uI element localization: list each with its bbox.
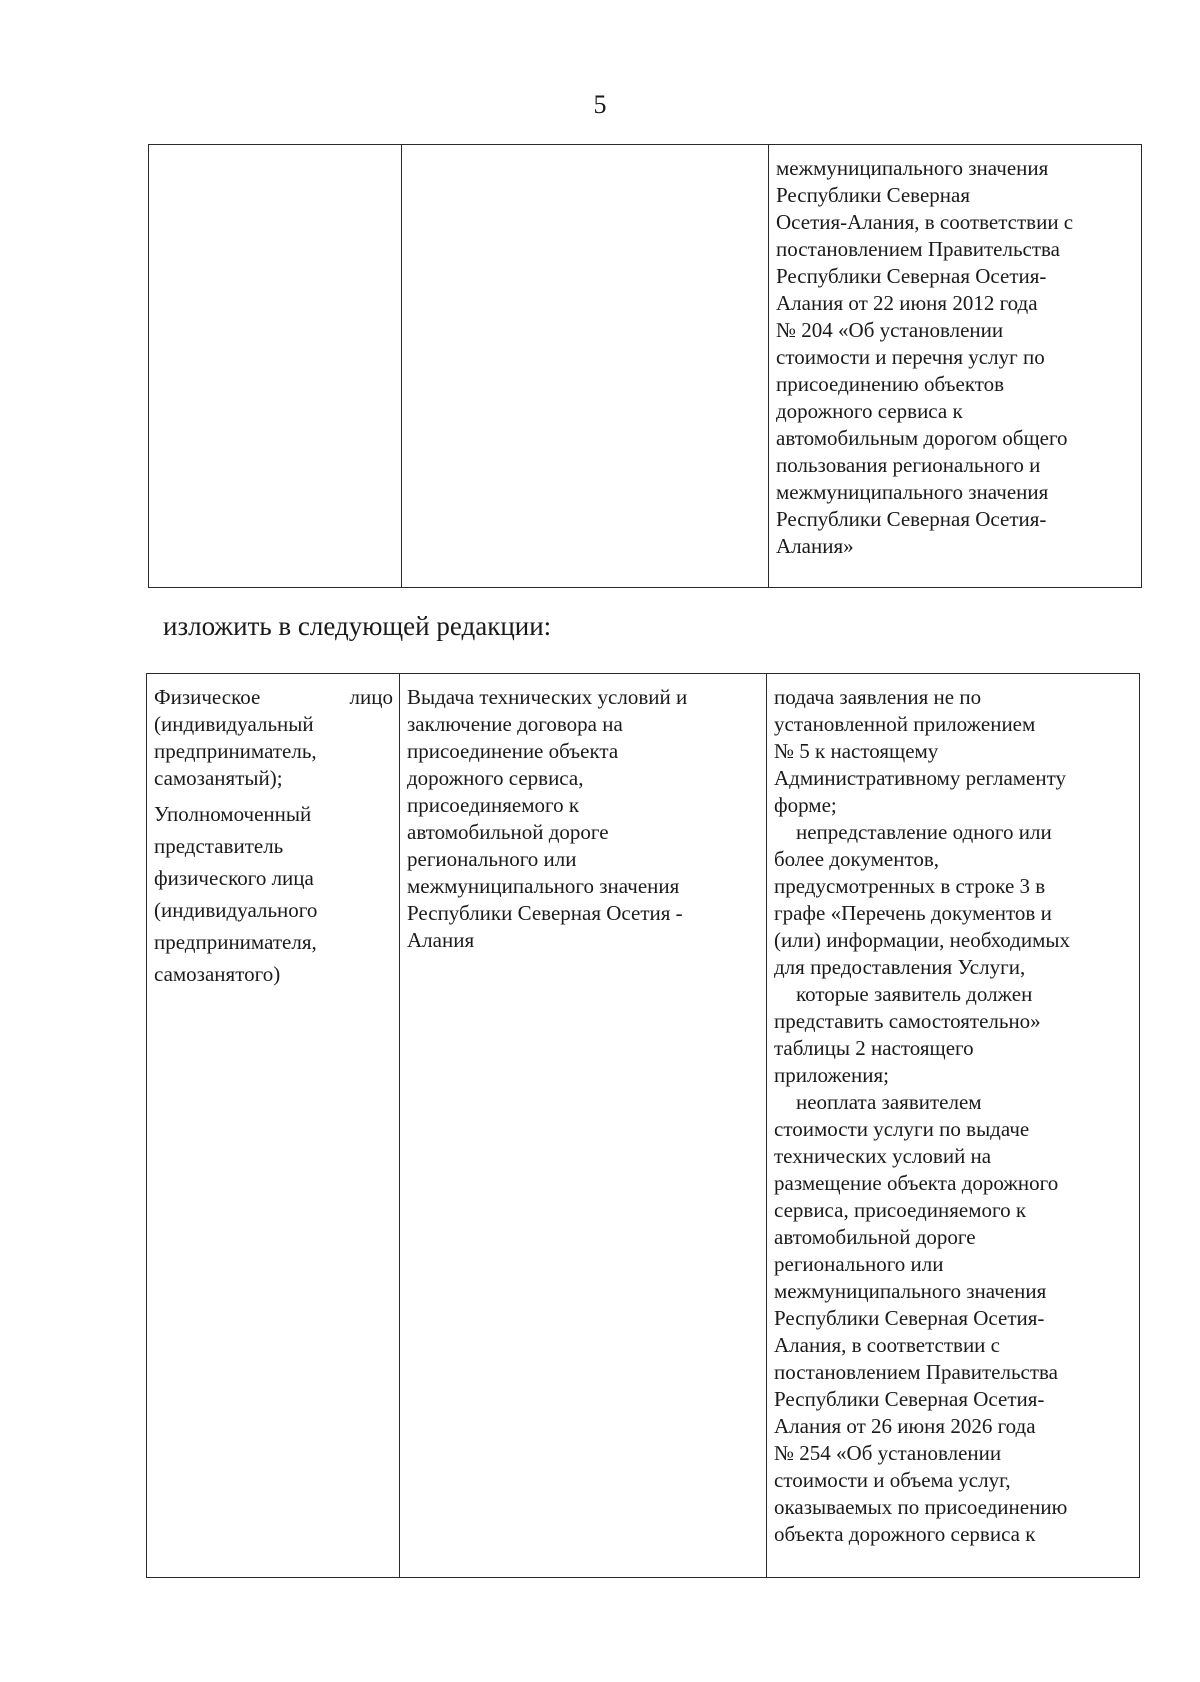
table-row <box>147 674 1140 1578</box>
word: Физическое <box>154 685 261 709</box>
text-line: форме; <box>774 793 837 817</box>
text-line: автомобильной дороге <box>407 820 609 844</box>
text-line: пользования регионального и <box>776 453 1041 477</box>
text-line: Алания, в соответствии с <box>774 1333 1000 1357</box>
text-line: которые заявитель должен <box>796 982 1033 1006</box>
text-line: стоимости услуги по выдаче <box>774 1117 1030 1141</box>
text-line: (индивидуального <box>154 898 318 922</box>
text-line: Осетия-Алания, в соответствии с <box>776 210 1074 234</box>
text-line: Алания от 22 июня 2012 года <box>776 291 1038 315</box>
text-line: межмуниципального значения <box>776 156 1049 180</box>
text-line: предусмотренных в строке 3 в <box>774 874 1046 898</box>
text-line: неоплата заявителем <box>796 1090 982 1114</box>
top-table-cell-1 <box>149 145 402 588</box>
top-table <box>148 144 1142 588</box>
text-line: непредставление одного или <box>796 820 1052 844</box>
text-line: (индивидуальный <box>154 712 314 736</box>
text-line: установленной приложением <box>774 712 1036 736</box>
text-line: графе «Перечень документов и <box>774 901 1052 925</box>
text-line: № 254 «Об установлении <box>774 1441 1002 1465</box>
text-line: межмуниципального значения <box>776 480 1049 504</box>
word: лицо <box>349 685 393 709</box>
text-line: стоимости и перечня услуг по <box>776 345 1045 369</box>
text-line: (или) информации, необходимых <box>774 928 1070 952</box>
text-line <box>154 684 393 711</box>
text-line: оказываемых по присоединению <box>774 1495 1068 1519</box>
text-line: сервиса, присоединяемого к <box>774 1198 1027 1222</box>
text-line: Республики Северная <box>776 183 971 207</box>
text-line: для предоставления Услуги, <box>774 955 1026 979</box>
text-line: присоединяемого к <box>407 793 580 817</box>
text-line: присоединению объектов <box>776 372 1005 396</box>
text-line: Уполномоченный <box>154 802 312 826</box>
text-line: предприниматель, <box>154 739 317 763</box>
page-number: 5 <box>593 90 607 119</box>
text-line: стоимости и объема услуг, <box>774 1468 1011 1492</box>
text-line: самозанятого) <box>154 962 281 986</box>
text-line: Алания» <box>776 534 854 558</box>
text-line: межмуниципального значения <box>407 874 680 898</box>
text-line: постановлением Правительства <box>774 1360 1059 1384</box>
text-line: таблицы 2 настоящего <box>774 1036 974 1060</box>
text-line: дорожного сервиса, <box>407 766 584 790</box>
text-line: представитель <box>154 834 284 858</box>
text-line: № 204 «Об установлении <box>776 318 1004 342</box>
text-line: технических условий на <box>774 1144 992 1168</box>
text-line: дорожного сервиса к <box>776 399 963 423</box>
text-line: физического лица <box>154 866 314 890</box>
text-line: Республики Северная Осетия- <box>774 1387 1045 1411</box>
text-line: № 5 к настоящему <box>774 739 939 763</box>
bottom-table <box>146 673 1140 1578</box>
text-line: объекта дорожного сервиса к <box>774 1522 1036 1546</box>
text-line: автомобильной дороге <box>774 1225 976 1249</box>
text-line: Алания от 26 июня 2026 года <box>774 1414 1036 1438</box>
top-table-cell-3 <box>769 145 1142 588</box>
text-line: Республики Северная Осетия- <box>776 507 1047 531</box>
text-line: Республики Северная Осетия- <box>774 1306 1045 1330</box>
text-line: регионального или <box>407 847 577 871</box>
refusal-grounds-cell <box>767 674 1140 1578</box>
text-line: автомобильным дорогом общего <box>776 426 1068 450</box>
text-line: регионального или <box>774 1252 944 1276</box>
text-line: подача заявления не по <box>774 685 982 709</box>
text-line: приложения; <box>774 1063 889 1087</box>
text-line: постановлением Правительства <box>776 237 1061 261</box>
text-line: Республики Северная Осетия - <box>407 901 683 925</box>
text-line: более документов, <box>774 847 940 871</box>
text-line: межмуниципального значения <box>774 1279 1047 1303</box>
text-line: Выдача технических условий и <box>407 685 688 709</box>
text-line: представить самостоятельно» <box>774 1009 1041 1033</box>
service-cell <box>400 674 767 1578</box>
text-line: Республики Северная Осетия- <box>776 264 1047 288</box>
text-line: заключение договора на <box>407 712 623 736</box>
table-row <box>149 145 1142 588</box>
text-line: присоединение объекта <box>407 739 619 763</box>
text-line: самозанятый); <box>154 766 283 790</box>
applicant-cell <box>147 674 400 1578</box>
text-line: размещение объекта дорожного <box>774 1171 1059 1195</box>
text-line: предпринимателя, <box>154 930 317 954</box>
top-table-cell-2 <box>402 145 769 588</box>
intro-text: изложить в следующей редакции: <box>163 611 552 641</box>
text-line: Алания <box>407 928 475 952</box>
text-line: Административному регламенту <box>774 766 1067 790</box>
